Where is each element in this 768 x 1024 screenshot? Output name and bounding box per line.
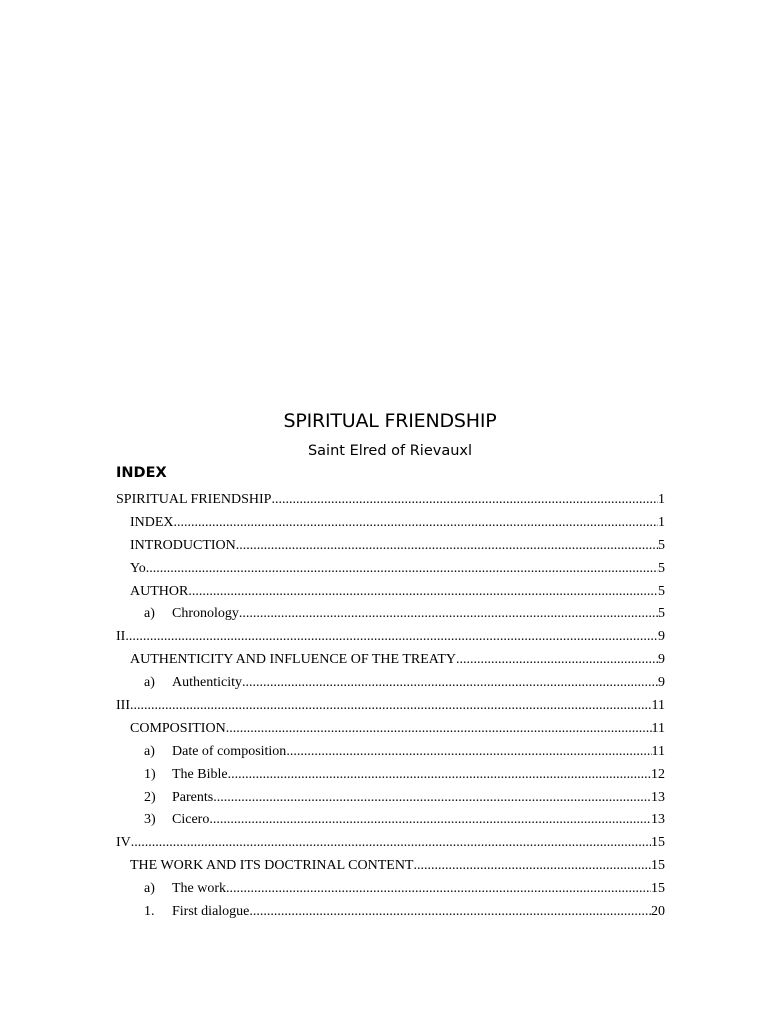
toc-dot-leader [242, 672, 658, 695]
toc-dot-leader [130, 695, 652, 718]
toc-entry[interactable] [116, 695, 665, 718]
document-title: SPIRITUAL FRIENDSHIP [283, 410, 497, 432]
toc-entry-title: AUTHENTICITY AND INFLUENCE OF THE TREATY [130, 652, 456, 668]
toc-page-number: 13 [651, 812, 665, 828]
toc-entry[interactable] [116, 603, 665, 626]
toc-entry[interactable] [116, 855, 665, 878]
toc-entry-number: a) [144, 606, 155, 622]
toc-dot-leader [146, 558, 658, 581]
toc-dot-leader [226, 878, 651, 901]
toc-page-number: 9 [658, 652, 665, 668]
toc-entry-number: 1) [144, 766, 156, 782]
toc-page-number: 5 [658, 537, 665, 553]
toc-dot-leader [125, 626, 658, 649]
toc-dot-leader [226, 718, 652, 741]
toc-page-number: 15 [651, 835, 665, 851]
toc-page-number: 1 [658, 492, 665, 507]
toc-dot-leader [239, 603, 658, 626]
toc-page-number: 12 [651, 766, 665, 782]
table-of-contents [116, 489, 665, 924]
toc-entry-number: 3) [144, 812, 156, 828]
toc-dot-leader [413, 855, 651, 878]
toc-entry-title: Cicero [172, 812, 210, 828]
toc-entry-title: COMPOSITION [130, 720, 226, 736]
toc-entry-title: Parents [172, 789, 214, 805]
toc-entry-title: Yo [130, 560, 146, 576]
toc-entry-title: Authenticity [172, 675, 242, 691]
toc-entry[interactable] [116, 878, 665, 901]
toc-page-number: 1 [658, 514, 665, 530]
toc-dot-leader [131, 832, 651, 855]
toc-page-number: 11 [651, 743, 665, 759]
toc-entry-title: The work [172, 881, 227, 897]
toc-entry[interactable] [116, 558, 665, 581]
toc-page-number: 5 [658, 583, 665, 599]
toc-page-number: 15 [651, 858, 665, 874]
toc-entry-title: III [116, 698, 130, 714]
toc-page-number: 5 [658, 560, 665, 576]
toc-entry[interactable] [116, 718, 665, 741]
toc-entry-number: 1. [144, 904, 155, 920]
toc-entry[interactable] [116, 489, 665, 512]
toc-entry[interactable] [116, 581, 665, 604]
toc-entry[interactable] [116, 626, 665, 649]
toc-entry-title: INDEX [130, 514, 174, 530]
toc-dot-leader [456, 649, 658, 672]
toc-entry[interactable] [116, 901, 665, 924]
index-heading: INDEX [116, 465, 167, 481]
toc-dot-leader [209, 809, 651, 832]
toc-page-number: 13 [651, 789, 665, 805]
toc-dot-leader [249, 901, 651, 924]
toc-dot-leader [174, 512, 658, 535]
toc-entry[interactable] [116, 649, 665, 672]
toc-entry-number: a) [144, 881, 155, 897]
document-subtitle: Saint Elred of Rievauxl [307, 443, 473, 459]
toc-entry-title: INTRODUCTION [130, 537, 236, 553]
toc-entry-title: First dialogue [172, 904, 250, 920]
toc-entry[interactable] [116, 535, 665, 558]
toc-dot-leader [188, 581, 658, 604]
toc-page-number: 9 [658, 675, 665, 691]
toc-entry-number: a) [144, 743, 155, 759]
toc-entry-title: II [116, 629, 126, 645]
toc-entry[interactable] [116, 764, 665, 787]
toc-dot-leader [271, 489, 658, 512]
toc-page-number: 11 [651, 720, 665, 736]
toc-dot-leader [228, 764, 651, 787]
toc-entry[interactable] [116, 787, 665, 810]
toc-entry[interactable] [116, 512, 665, 535]
toc-entry-number: 2) [144, 789, 156, 805]
toc-entry[interactable] [116, 809, 665, 832]
toc-dot-leader [213, 787, 651, 810]
toc-entry-title: Chronology [172, 606, 239, 622]
toc-dot-leader [236, 535, 658, 558]
toc-dot-leader [286, 741, 651, 764]
toc-entry[interactable] [116, 832, 665, 855]
toc-entry-title: IV [116, 835, 131, 851]
toc-page-number: 20 [651, 904, 665, 920]
toc-entry-number: a) [144, 675, 155, 691]
toc-entry[interactable] [116, 741, 665, 764]
toc-page-number: 11 [651, 698, 665, 714]
toc-page-number: 5 [658, 606, 665, 622]
toc-page-number: 15 [651, 881, 665, 897]
toc-entry-title: SPIRITUAL FRIENDSHIP [116, 492, 272, 507]
toc-entry-title: Date of composition [172, 743, 287, 759]
toc-entry-title: THE WORK AND ITS DOCTRINAL CONTENT [130, 858, 414, 874]
toc-entry-title: AUTHOR [130, 583, 189, 599]
toc-entry-title: The Bible [172, 766, 228, 782]
toc-page-number: 9 [658, 629, 665, 645]
toc-entry[interactable] [116, 672, 665, 695]
